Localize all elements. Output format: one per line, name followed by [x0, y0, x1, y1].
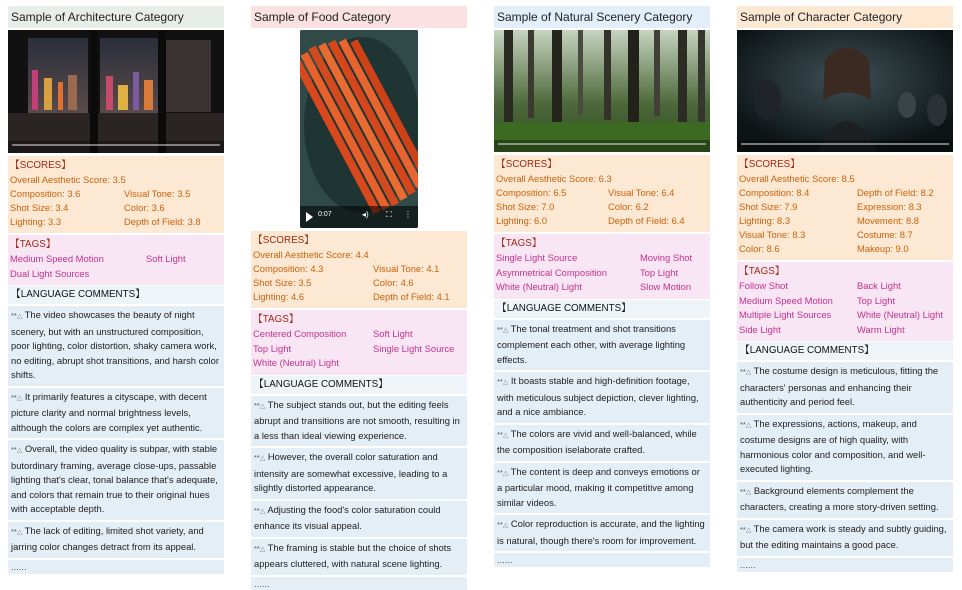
score-item: Depth of Field: 4.1	[373, 291, 450, 302]
comment-item	[494, 463, 710, 514]
tags-header: 【TAGS】	[739, 266, 785, 277]
tags-header: 【TAGS】	[10, 239, 56, 250]
video-progress-bar[interactable]	[8, 141, 224, 153]
warning-triangle-icon: △	[502, 326, 509, 334]
warning-triangle-icon: △	[745, 488, 752, 496]
bullet-prefix: **	[254, 543, 260, 553]
natural-scenery-column	[494, 6, 710, 567]
score-item: Shot Size: 7.9	[739, 201, 798, 212]
comment-text: The tonal treatment and shot transitions complement each other, with average lighting effects.	[497, 322, 686, 365]
tag-item: Medium Speed Motion	[10, 253, 104, 264]
score-item: Color: 4.6	[373, 277, 414, 288]
volume-icon[interactable]: ◂)	[362, 210, 369, 219]
comment-text: The content is deep and conveys emotions or a particular mood, making it competitive among similar videos.	[497, 465, 700, 508]
score-item: Movement: 8.8	[857, 215, 920, 226]
warning-triangle-icon: △	[502, 469, 509, 477]
comment-text: However, the overall color saturation and intensity are somewhat excessive, leading to a slightly distorted appearance.	[254, 451, 448, 493]
score-item: Shot Size: 3.5	[253, 277, 312, 288]
scores-header: 【SCORES】	[496, 159, 557, 170]
category-title: Sample of Architecture Category	[8, 6, 224, 28]
tag-item: Medium Speed Motion	[739, 294, 833, 306]
bullet-prefix: **	[11, 445, 17, 454]
score-item: Lighting: 8.3	[739, 215, 791, 226]
comment-text: The colors are vivid and well-balanced, while the composition iselaborate crafted.	[497, 427, 697, 455]
tag-item: Soft Light	[373, 328, 413, 339]
comment-item	[737, 482, 953, 518]
comment-item	[8, 440, 224, 520]
warning-triangle-icon: △	[502, 379, 509, 386]
score-item: Composition: 6.5	[496, 187, 567, 198]
warning-triangle-icon: △	[259, 545, 266, 553]
bullet-prefix: **	[11, 526, 17, 536]
score-item: Depth of Field: 6.4	[608, 215, 685, 226]
tag-item: Slow Motion	[640, 281, 692, 292]
score-item: Color: 6.2	[608, 201, 649, 212]
score-item: Depth of Field: 8.2	[857, 187, 934, 198]
language-comments-header: 【LANGUAGE COMMENTS】	[737, 342, 953, 360]
video-time: 0:07	[318, 211, 332, 218]
tag-item: Top Light	[857, 294, 896, 306]
bullet-prefix: **	[740, 419, 746, 429]
tag-item: Asymmetrical Composition	[496, 266, 607, 278]
tags-panel	[251, 310, 467, 375]
comment-text: The costume design is meticulous, fitting the characters' personas and enhancing their authenticity and period feel.	[740, 365, 939, 407]
category-title: Sample of Food Category	[251, 6, 467, 28]
score-item: Makeup: 9.0	[857, 243, 909, 254]
tag-item: Single Light Source	[373, 342, 455, 354]
warning-triangle-icon: △	[16, 313, 23, 320]
overall-score: Overall Aesthetic Score: 3.5	[10, 174, 126, 185]
score-item: Composition: 4.3	[253, 263, 324, 274]
video-player[interactable]	[8, 30, 224, 153]
overall-score: Overall Aesthetic Score: 8.5	[739, 173, 855, 184]
comment-text: The lack of editing, limited shot variety, and jarring color changes detract from its appeal.	[11, 524, 204, 552]
warning-triangle-icon: △	[745, 421, 752, 429]
tag-item: Soft Light	[146, 253, 186, 264]
scores-panel	[737, 155, 953, 260]
scores-header: 【SCORES】	[10, 160, 71, 171]
scores-panel	[251, 231, 467, 308]
score-item: Visual Tone: 6.4	[608, 187, 675, 198]
tag-item: Single Light Source	[496, 252, 578, 263]
tags-header: 【TAGS】	[496, 238, 542, 249]
video-player[interactable]	[737, 30, 953, 152]
bullet-prefix: **	[740, 524, 746, 534]
tag-item: Moving Shot	[640, 252, 693, 263]
warning-triangle-icon: △	[502, 431, 509, 439]
scores-panel	[494, 155, 710, 232]
tags-header: 【TAGS】	[253, 314, 299, 325]
tag-item: Back Light	[857, 280, 901, 291]
comment-text: It primarily features a cityscape, with decent picture clarity and normal brightness levels, although the colors are complex yet authentic.	[11, 390, 207, 433]
bullet-prefix: **	[740, 367, 746, 376]
tag-item: Dual Light Sources	[10, 267, 90, 279]
warning-triangle-icon: △	[259, 455, 266, 462]
score-item: Lighting: 4.6	[253, 291, 305, 302]
scores-panel	[8, 156, 224, 233]
comment-text: It boasts stable and high-definition footage, with meticulous subject depiction, clever lighting, and a nice ambiance.	[497, 375, 699, 417]
warning-triangle-icon: △	[502, 522, 509, 529]
bullet-prefix: **	[254, 453, 260, 462]
food-column	[251, 6, 467, 590]
warning-triangle-icon: △	[259, 507, 266, 515]
tag-item: White (Neutral) Light	[857, 309, 943, 320]
character-column	[737, 6, 953, 572]
comment-item	[494, 515, 710, 551]
bullet-prefix: **	[11, 392, 17, 402]
bullet-prefix: **	[497, 377, 503, 386]
more-ellipsis: ......	[251, 577, 467, 590]
architecture-column	[8, 6, 224, 574]
fullscreen-icon[interactable]: ⛶	[386, 210, 392, 219]
comment-item	[737, 415, 953, 480]
comment-text: The video showcases the beauty of night scenery, but with an unstructured composition, poor lighting, color distortion, shaky camera work, no editing, abrupt shot transitions, and harsh color shifts.	[11, 309, 219, 380]
more-ellipsis: ......	[8, 560, 224, 574]
video-player[interactable]	[300, 30, 418, 228]
tag-item: White (Neutral) Light	[253, 357, 339, 368]
score-item: Visual Tone: 3.5	[124, 188, 191, 199]
comment-text: Background elements complement the characters, creating a more story-driven setting.	[740, 484, 939, 512]
warning-triangle-icon: △	[745, 526, 752, 534]
comment-text: The camera work is steady and subtly guiding, but the editing maintains a good pace.	[740, 522, 947, 550]
score-item: Shot Size: 3.4	[10, 202, 69, 213]
score-item: Depth of Field: 3.8	[124, 216, 201, 227]
video-progress-bar[interactable]	[494, 140, 710, 152]
warning-triangle-icon: △	[259, 402, 266, 410]
character-thumbnail	[737, 30, 953, 152]
language-comments-header: 【LANGUAGE COMMENTS】	[494, 300, 710, 318]
comment-item	[737, 362, 953, 413]
more-ellipsis: ......	[494, 553, 710, 567]
comment-text: The subject stands out, but the editing feels abrupt and transitions are not smooth, resulting in a less than ideal viewing experience.	[254, 398, 460, 441]
score-item: Composition: 8.4	[739, 187, 810, 198]
score-item: Composition: 3.6	[10, 188, 81, 199]
category-title: Sample of Character Category	[737, 6, 953, 28]
bullet-prefix: **	[254, 400, 260, 410]
comment-text: The framing is stable but the choice of shots appears cluttered, with natural scene lighting.	[254, 541, 452, 569]
video-player[interactable]	[494, 30, 710, 152]
comment-item	[494, 372, 710, 423]
tag-item: Multiple Light Sources	[739, 309, 832, 320]
score-item: Color: 8.6	[739, 243, 780, 254]
comment-item	[251, 501, 467, 537]
score-item: Visual Tone: 8.3	[739, 229, 806, 240]
overall-score: Overall Aesthetic Score: 6.3	[496, 173, 612, 184]
comment-text: Adjusting the food's color saturation could enhance its visual appeal.	[254, 503, 441, 531]
score-item: Visual Tone: 4.1	[373, 263, 440, 274]
scores-header: 【SCORES】	[739, 159, 800, 170]
warning-triangle-icon: △	[16, 528, 23, 536]
bullet-prefix: **	[497, 429, 503, 439]
scores-header: 【SCORES】	[253, 235, 314, 246]
score-item: Expression: 8.3	[857, 201, 922, 212]
video-progress-bar[interactable]	[737, 140, 953, 152]
bullet-prefix: **	[497, 520, 503, 529]
score-item: Costume: 8.7	[857, 229, 913, 240]
comment-item	[494, 320, 710, 371]
tags-panel	[737, 262, 953, 341]
language-comments-header: 【LANGUAGE COMMENTS】	[251, 376, 467, 394]
bullet-prefix: **	[497, 324, 503, 334]
warning-triangle-icon: △	[16, 394, 23, 402]
tags-panel	[8, 235, 224, 285]
comment-item	[494, 425, 710, 461]
city-night-thumbnail	[8, 30, 224, 153]
category-title: Sample of Natural Scenery Category	[494, 6, 710, 28]
comment-item	[251, 539, 467, 575]
tag-item: Top Light	[640, 266, 679, 278]
tags-panel	[494, 234, 710, 299]
tag-item: Follow Shot	[739, 280, 788, 291]
forest-thumbnail	[494, 30, 710, 152]
tag-item: Warm Light	[857, 323, 905, 335]
language-comments-header: 【LANGUAGE COMMENTS】	[8, 286, 224, 304]
bullet-prefix: **	[11, 311, 17, 320]
comment-item	[251, 448, 467, 499]
comment-item	[8, 306, 224, 386]
bullet-prefix: **	[254, 505, 260, 515]
food-thumbnail	[300, 30, 418, 228]
overall-score: Overall Aesthetic Score: 4.4	[253, 249, 369, 260]
comment-text: The expressions, actions, makeup, and costume designs are of high quality, with harmonious color and composition, and well-executed lighting.	[740, 417, 926, 474]
comment-item	[8, 388, 224, 439]
score-item: Color: 3.6	[124, 202, 165, 213]
comment-text: Color reproduction is accurate, and the lighting is natural, though there's room for improvement.	[497, 518, 705, 546]
warning-triangle-icon: △	[16, 447, 23, 454]
warning-triangle-icon: △	[745, 369, 752, 376]
score-item: Shot Size: 7.0	[496, 201, 555, 212]
bullet-prefix: **	[740, 486, 746, 496]
comment-item	[737, 520, 953, 556]
tag-item: Top Light	[253, 342, 292, 354]
comment-text: Overall, the video quality is subpar, with stable butordinary framing, average close-ups, passable lighting that's clear, tonal balance that's adequate, and colors that remain true to their original hues with acceptable depth.	[11, 443, 218, 514]
tag-item: White (Neutral) Light	[496, 281, 582, 292]
tag-item	[373, 356, 465, 371]
score-item: Lighting: 6.0	[496, 215, 548, 226]
comment-item	[8, 522, 224, 558]
tag-item	[146, 267, 222, 282]
tag-item: Centered Composition	[253, 328, 347, 339]
more-ellipsis: ......	[737, 558, 953, 572]
score-item: Lighting: 3.3	[10, 216, 62, 227]
more-icon[interactable]: ⋮	[404, 210, 412, 219]
bullet-prefix: **	[497, 467, 503, 477]
comment-item	[251, 396, 467, 447]
tag-item: Side Light	[739, 323, 781, 335]
